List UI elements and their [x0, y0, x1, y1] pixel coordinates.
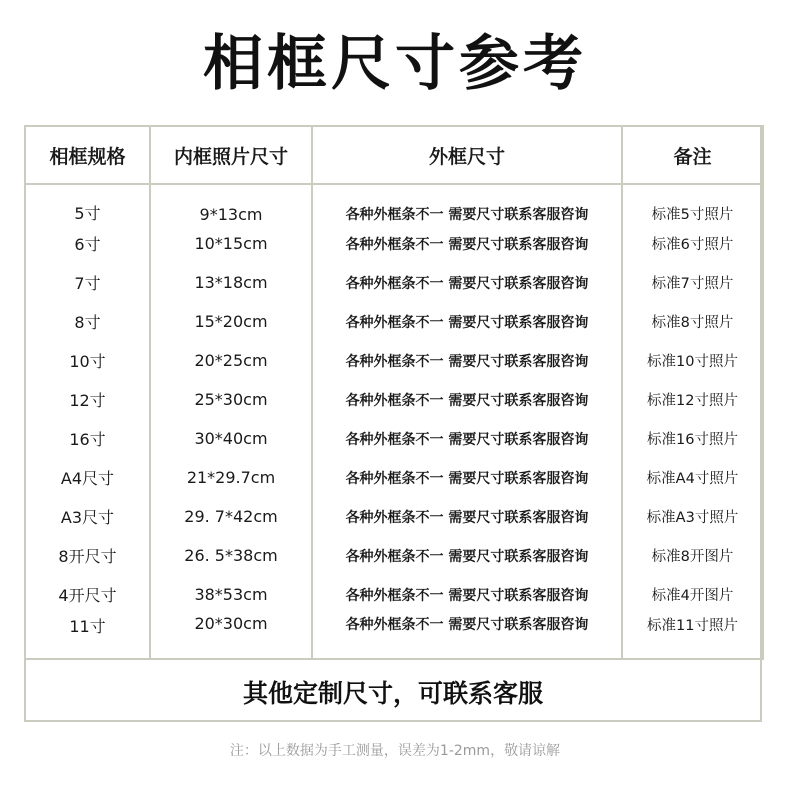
table-row: [25, 614, 763, 659]
table-row: [25, 497, 763, 536]
table-row: [25, 575, 763, 614]
cell-spec: 7寸: [25, 263, 150, 302]
table-row: [25, 184, 763, 224]
disclaimer-note: 注：以上数据为手工测量，误差为1-2mm，敬请谅解: [229, 743, 561, 759]
cell-inner-size: 10*15cm: [150, 224, 312, 263]
cell-note: 标准4开图片: [622, 575, 763, 614]
cell-outer-size: 各种外框条不一 需要尺寸联系客服咨询: [312, 458, 622, 497]
cell-inner-size: 29. 7*42cm: [150, 497, 312, 536]
cell-inner-size: 9*13cm: [150, 184, 312, 224]
cell-spec: 4开尺寸: [25, 575, 150, 614]
cell-note: 标准8寸照片: [622, 302, 763, 341]
cell-outer-size: 各种外框条不一 需要尺寸联系客服咨询: [312, 614, 622, 659]
cell-outer-size: 各种外框条不一 需要尺寸联系客服咨询: [312, 184, 622, 224]
cell-inner-size: 20*25cm: [150, 341, 312, 380]
table-row: [25, 341, 763, 380]
cell-spec: 6寸: [25, 224, 150, 263]
cell-spec: 10寸: [25, 341, 150, 380]
table-row: [25, 458, 763, 497]
cell-spec: 16寸: [25, 419, 150, 458]
cell-spec: A4尺寸: [25, 458, 150, 497]
cell-spec: 8开尺寸: [25, 536, 150, 575]
header-spec: 相框规格: [25, 126, 150, 184]
table-row: [25, 380, 763, 419]
header-inner-size: 内框照片尺寸: [150, 126, 312, 184]
cell-spec: A3尺寸: [25, 497, 150, 536]
cell-inner-size: 21*29.7cm: [150, 458, 312, 497]
page-title: 相框尺寸参考: [203, 29, 587, 99]
cell-inner-size: 13*18cm: [150, 263, 312, 302]
cell-note: 标准A4寸照片: [622, 458, 763, 497]
cell-inner-size: 38*53cm: [150, 575, 312, 614]
cell-note: 标准10寸照片: [622, 341, 763, 380]
cell-outer-size: 各种外框条不一 需要尺寸联系客服咨询: [312, 341, 622, 380]
cell-note: 标准16寸照片: [622, 419, 763, 458]
cell-spec: 11寸: [25, 614, 150, 659]
cell-outer-size: 各种外框条不一 需要尺寸联系客服咨询: [312, 224, 622, 263]
cell-note: 标准11寸照片: [622, 614, 763, 659]
cell-inner-size: 30*40cm: [150, 419, 312, 458]
cell-note: 标准5寸照片: [622, 184, 763, 224]
cell-note: 标准6寸照片: [622, 224, 763, 263]
header-note: 备注: [622, 126, 763, 184]
table-header-row: [25, 126, 763, 184]
custom-size-banner: 其他定制尺寸，可联系客服: [242, 678, 543, 708]
cell-outer-size: 各种外框条不一 需要尺寸联系客服咨询: [312, 380, 622, 419]
cell-spec: 12寸: [25, 380, 150, 419]
cell-spec: 5寸: [25, 184, 150, 224]
cell-outer-size: 各种外框条不一 需要尺寸联系客服咨询: [312, 419, 622, 458]
cell-outer-size: 各种外框条不一 需要尺寸联系客服咨询: [312, 302, 622, 341]
cell-note: 标准7寸照片: [622, 263, 763, 302]
cell-inner-size: 25*30cm: [150, 380, 312, 419]
cell-outer-size: 各种外框条不一 需要尺寸联系客服咨询: [312, 263, 622, 302]
cell-note: 标准A3寸照片: [622, 497, 763, 536]
cell-note: 标准12寸照片: [622, 380, 763, 419]
table-row: [25, 302, 763, 341]
header-outer-size: 外框尺寸: [312, 126, 622, 184]
table-row: [25, 224, 763, 263]
cell-outer-size: 各种外框条不一 需要尺寸联系客服咨询: [312, 575, 622, 614]
cell-outer-size: 各种外框条不一 需要尺寸联系客服咨询: [312, 536, 622, 575]
table-row: [25, 419, 763, 458]
size-table: [24, 125, 764, 660]
cell-note: 标准8开图片: [622, 536, 763, 575]
cell-outer-size: 各种外框条不一 需要尺寸联系客服咨询: [312, 497, 622, 536]
cell-spec: 8寸: [25, 302, 150, 341]
table-row: [25, 263, 763, 302]
cell-inner-size: 15*20cm: [150, 302, 312, 341]
table-row: [25, 536, 763, 575]
cell-inner-size: 20*30cm: [150, 614, 312, 659]
cell-inner-size: 26. 5*38cm: [150, 536, 312, 575]
